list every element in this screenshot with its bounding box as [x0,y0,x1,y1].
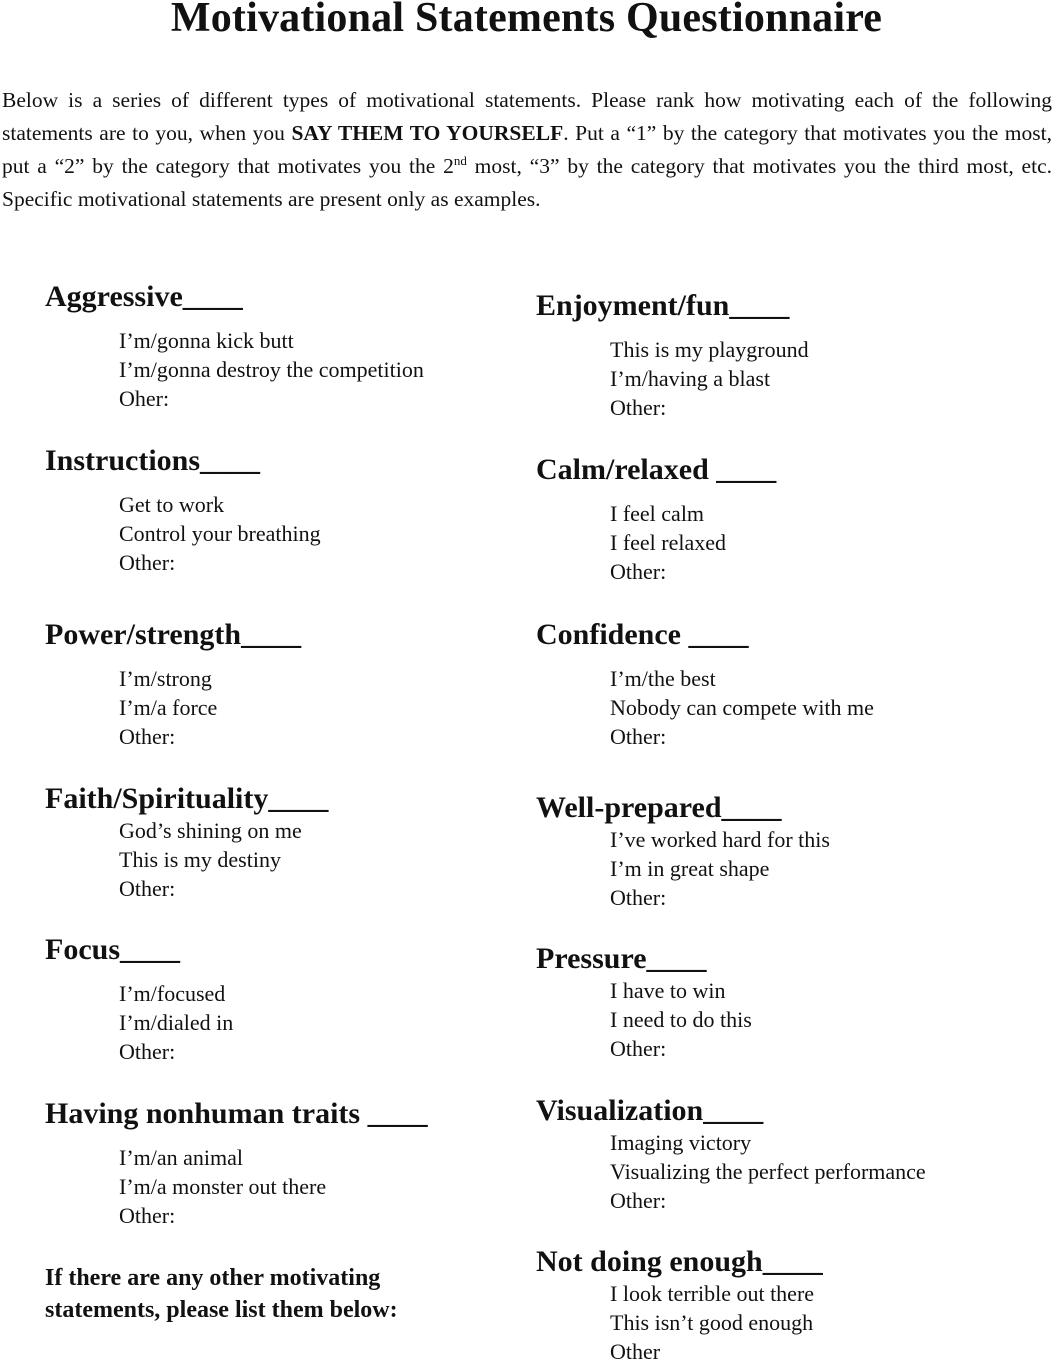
category-focus [45,933,233,1066]
example-statement: Get to work [119,492,225,517]
category-title: Confidence ____ [536,618,749,651]
example-list [610,499,776,586]
example-statement: I’m/gonna destroy the competition [119,357,424,382]
category-nonhuman-traits [45,1097,428,1230]
category-calm-relaxed [536,453,776,586]
category-title: Having nonhuman traits ____ [45,1097,428,1130]
example-statement: I need to do this [610,1007,752,1032]
example-statement: I’m/having a blast [610,366,771,391]
category-title: Calm/relaxed ____ [536,453,777,486]
category-faith-spirituality [45,782,328,903]
other-line: Other: [610,724,667,749]
other-line: Other: [119,724,176,749]
example-list [610,1279,823,1366]
category-visualization [536,1094,926,1215]
example-statement: I’m/strong [119,666,212,691]
category-title: Enjoyment/fun____ [536,289,790,322]
other-line: Other: [610,1036,667,1061]
instructions-paragraph [2,84,1052,216]
category-not-doing-enough [536,1245,823,1366]
example-statement: I’m in great shape [610,856,770,881]
example-statement: This is my playground [610,337,809,362]
page-title: Motivational Statements Questionnaire [170,0,883,41]
example-statement: I’m/dialed in [119,1010,234,1035]
category-title: Instructions____ [45,444,261,477]
closing-line: If there are any other motivating [45,1265,381,1291]
intro-emphasis: SAY THEM TO YOURSELF [291,121,564,145]
other-line: Other: [610,885,667,910]
category-aggressive [45,280,424,413]
other-line: Other: [610,395,667,420]
example-statement: I’m/focused [119,981,226,1006]
category-title: Power/strength____ [45,618,302,651]
closing-prompt [45,1262,505,1326]
category-title: Visualization____ [536,1094,764,1127]
intro-text-1: Below is a series of different types of motivational statements. Please rank how motivating each of the following statements are to you, when you [2,88,1052,145]
example-statement: I’m/a force [119,695,218,720]
category-title: Aggressive____ [45,280,243,313]
other-line: Other [610,1339,661,1364]
example-list [610,825,830,912]
example-statement: This isn’t good enough [610,1310,814,1335]
example-statement: I’ve worked hard for this [610,827,830,852]
example-list [119,816,328,903]
category-title: Faith/Spirituality____ [45,782,329,815]
example-statement: I look terrible out there [610,1281,815,1306]
other-line: Other: [610,1188,667,1213]
other-line: Other: [119,876,176,901]
category-enjoyment-fun [536,289,809,422]
other-line: Other: [119,550,176,575]
example-statement: Nobody can compete with me [610,695,874,720]
category-well-prepared [536,791,830,912]
intro-text-3: most, “3” by the category that motivates you the third most, etc. Specific motivational statements are present only as examples. [2,154,1052,211]
example-statement: I feel relaxed [610,530,727,555]
example-list [610,664,874,751]
example-statement: I’m/a monster out there [119,1174,327,1199]
example-statement: I’m/an animal [119,1145,244,1170]
example-statement: This is my destiny [119,847,281,872]
other-line: Oher: [119,386,170,411]
example-statement: I have to win [610,978,726,1003]
example-statement: God’s shining on me [119,818,302,843]
category-instructions [45,444,321,577]
category-title: Focus____ [45,933,180,966]
example-statement: Visualizing the perfect performance [610,1159,926,1184]
example-statement: Imaging victory [610,1130,752,1155]
other-line: Other: [119,1203,176,1228]
example-list [119,664,301,751]
example-list [610,335,809,422]
example-list [610,976,752,1063]
intro-text-2: . Put a “1” by the category that motivates you the most, put a “2” by the category that motivates you the 2 [2,121,1052,178]
example-list [610,1128,926,1215]
intro-superscript: nd [453,152,467,168]
category-confidence [536,618,874,751]
closing-line: statements, please list them below: [45,1297,398,1323]
example-statement: I’m/gonna kick butt [119,328,294,353]
example-statement: Control your breathing [119,521,321,546]
other-line: Other: [610,559,667,584]
category-title: Pressure____ [536,942,707,975]
example-statement: I feel calm [610,501,705,526]
category-pressure [536,942,752,1063]
category-title: Well-prepared____ [536,791,782,824]
example-statement: I’m/the best [610,666,716,691]
category-power-strength [45,618,301,751]
example-list [119,490,321,577]
example-list [119,326,424,413]
other-line: Other: [119,1039,176,1064]
category-title: Not doing enough____ [536,1245,823,1278]
example-list [119,979,233,1066]
example-list [119,1143,428,1230]
